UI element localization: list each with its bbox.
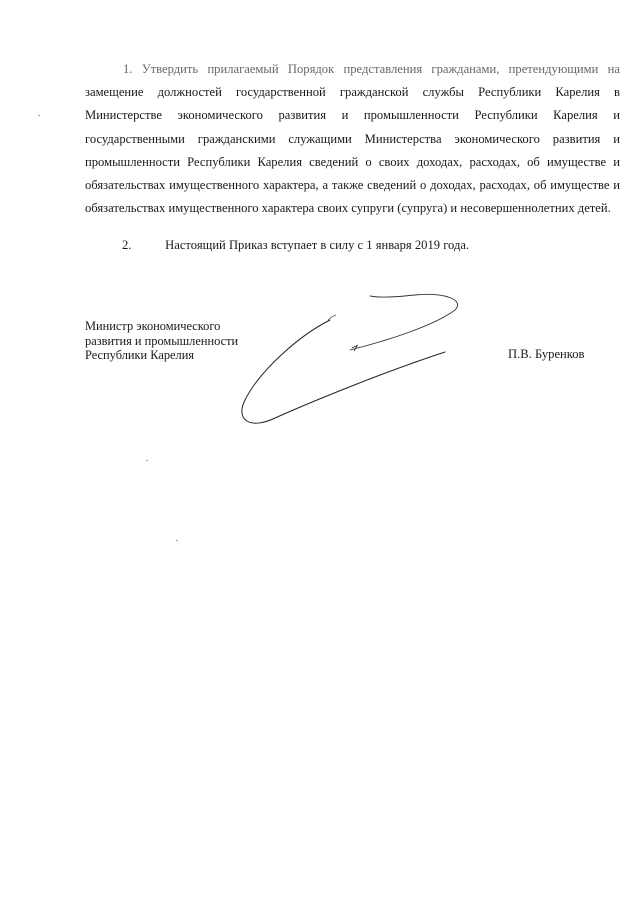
scan-speck xyxy=(176,540,178,541)
signer-title-line-2: развития и промышленности xyxy=(85,333,239,348)
paragraph-approve-order xyxy=(85,58,620,220)
scan-speck xyxy=(38,115,40,116)
signer-title-line-1: Министр экономического xyxy=(85,319,221,333)
handwritten-signature xyxy=(230,280,470,440)
paragraph-effective-date xyxy=(85,234,620,257)
paragraph-1-first-line: 1. Утвердить прилагаемый Порядок представления гражданами, претендующими на xyxy=(123,62,620,76)
scan-speck xyxy=(146,460,148,461)
paragraph-2-text: Настоящий Приказ вступает в силу с 1 января 2019 года. xyxy=(165,238,470,252)
paragraph-2-number: 2. xyxy=(122,238,132,252)
signer-name: П.В. Буренков xyxy=(508,347,585,361)
paragraph-1-body: замещение должностей государственной гражданской службы Республики Карелия в Министерстве экономического развития и промышленности Республики Карелия и государственными гражданскими служащими Министерства экономического развития и промышленности Республики Карелия сведений о своих доходах, расходах, об имуществе и обязательствах имущественного характера, а также сведений о доходах, расходах, об имуществе и обязательствах имущественного характера своих супруги (супруга) и несовершеннолетних детей. xyxy=(85,85,620,216)
signer-title-line-3: Республики Карелия xyxy=(85,348,195,362)
